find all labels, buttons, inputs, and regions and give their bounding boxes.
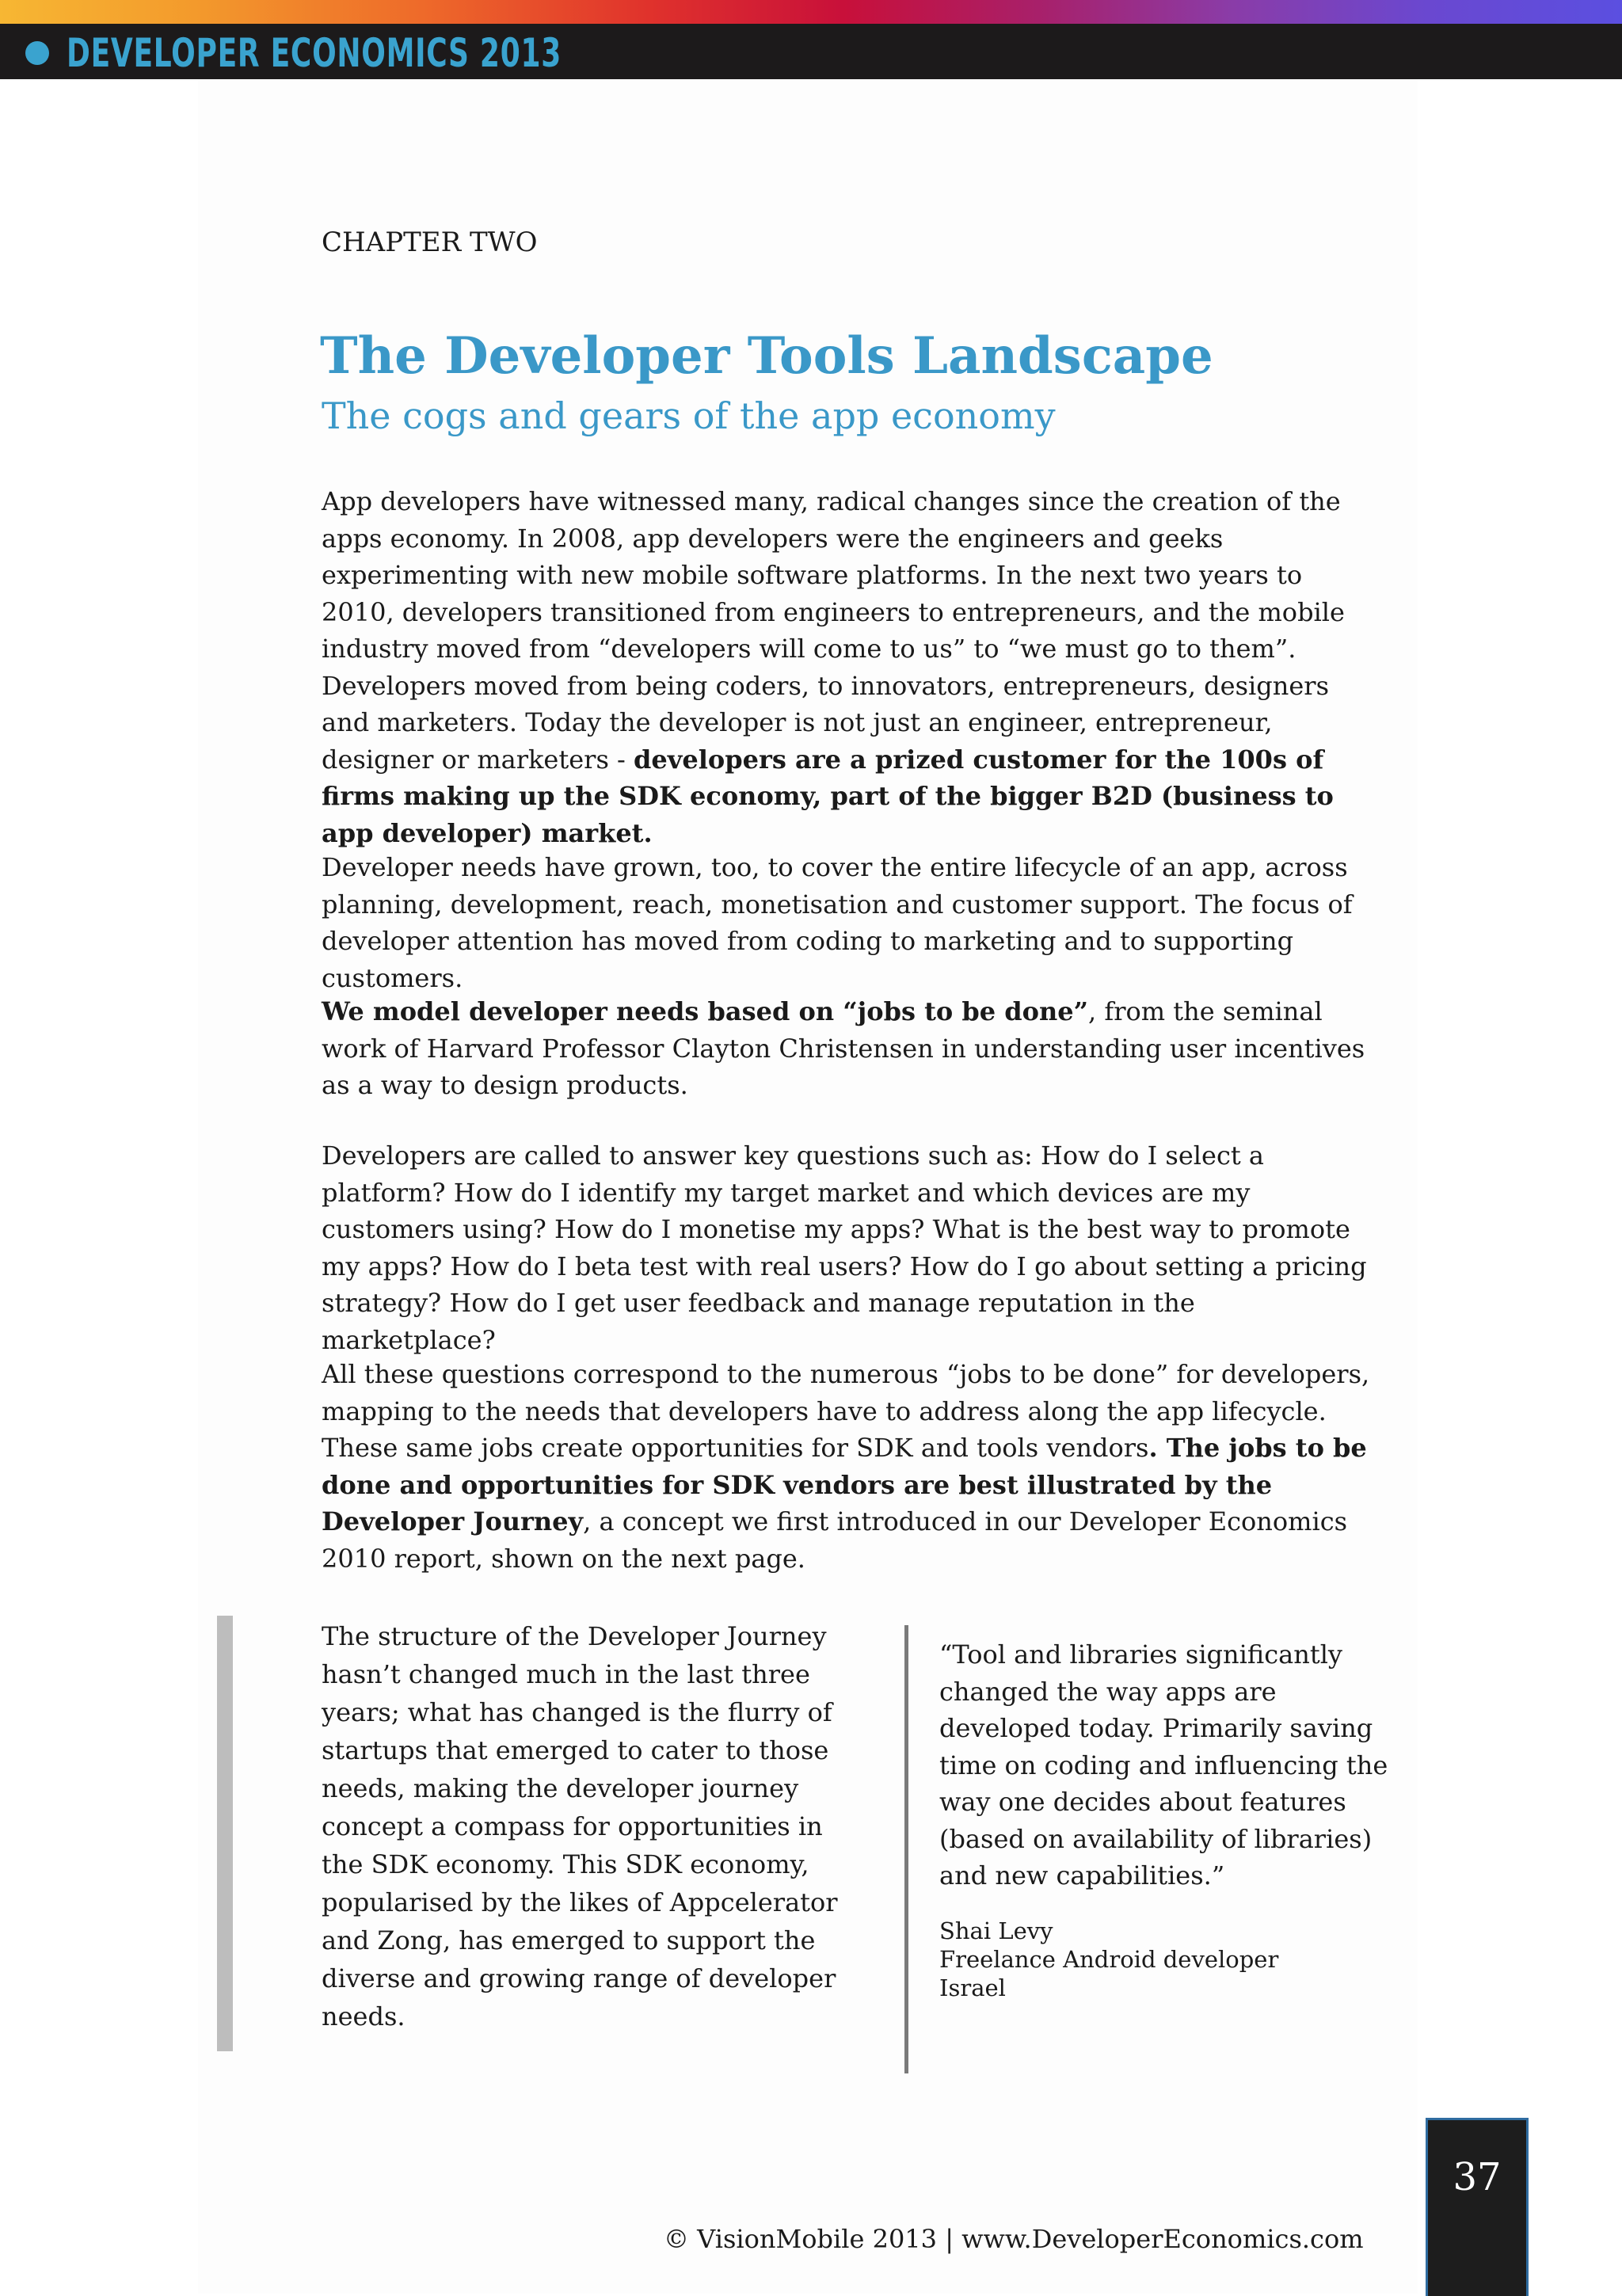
quote-divider <box>904 1625 908 2073</box>
paragraph-text-continued: , a concept we first introduced in our Developer Economics 2010 report, shown on the next page. <box>322 1506 1348 1574</box>
quote-attribution <box>939 1917 1399 2002</box>
banner-title: DEVELOPER ECONOMICS 2013 <box>67 30 562 76</box>
author-name: Shai Levy <box>939 1917 1053 1944</box>
paragraph-emphasis: We model developer needs based on “jobs to be done” <box>322 996 1088 1026</box>
paragraph-text: App developers have witnessed many, radical changes since the creation of the apps economy. In 2008, app developers were the engineers and geeks experimenting with new mobile software platforms. In the next two years to 2010, developers transitioned from engineers to entrepreneurs, and the mobile industry moved from “developers will come to us” to “we must go to them”. Developers moved from being coders, to innovators, entrepreneurs, designers and marketers. Today the developer is not just an engineer, entrepreneur, designer or marketers - <box>322 486 1345 775</box>
color-stripe <box>0 0 1622 24</box>
pull-quote <box>939 1636 1399 2002</box>
paragraph-journey <box>322 1356 1375 1577</box>
footer-copyright: © VisionMobile 2013 | www.DeveloperEconomics.com <box>664 2224 1364 2254</box>
paragraph-emphasis: developers are a prized customer for the 100s of firms making up the SDK economy, part of the bigger B2D (business to app developer) market. <box>322 744 1334 848</box>
quote-text: “Tool and libraries significantly changed the way apps are developed today. Primarily saving time on coding and influencing the way one decides about features (based on availability of libraries) and new capabilities.” <box>939 1639 1388 1890</box>
paragraph-text: All these questions correspond to the numerous “jobs to be done” for developers, mapping to the needs that developers have to address along the app lifecycle. These same jobs create opportunities for SDK and tools vendors <box>322 1359 1370 1463</box>
bullet-dot-icon <box>25 41 49 65</box>
paragraph-emphasis: . The jobs to be done and opportunities for SDK vendors are best illustrated by the Developer Journey <box>322 1433 1367 1536</box>
author-location: Israel <box>939 1974 1006 2001</box>
paragraph-needs: Developer needs have grown, too, to cover the entire lifecycle of an app, across planning, development, reach, monetisation and customer support. The focus of developer attention has moved from coding to marketing and to supporting customers. <box>322 852 1353 993</box>
top-banner <box>0 0 1622 79</box>
page-number-box <box>1426 2118 1529 2296</box>
page-subtitle: The cogs and gears of the app economy <box>322 394 1056 437</box>
banner-brand <box>25 30 754 76</box>
page-title: The Developer Tools Landscape <box>320 326 1213 386</box>
chapter-label: CHAPTER TWO <box>322 227 538 258</box>
sidebar-note: The structure of the Developer Journey hasn’t changed much in the last three years; what has changed is the flurry of startups that emerged to cater to those needs, making the developer journey concept a compass for opportunities in the SDK economy. This SDK economy, popularised by the likes of Appcelerator and Zong, has emerged to support the diverse and growing range of developer needs. <box>322 1621 838 2031</box>
sidebar-accent-bar <box>217 1616 233 2051</box>
author-role: Freelance Android developer <box>939 1945 1279 1973</box>
page-number: 37 <box>1453 2155 1502 2199</box>
paragraph-intro <box>322 483 1375 851</box>
paragraph-questions: Developers are called to answer key questions such as: How do I select a platform? How do I identify my target market and which devices are my customers using? How do I monetise my apps? What is the best way to promote my apps? How do I beta test with real users? How do I go about setting a pricing strategy? How do I get user feedback and manage reputation in the marketplace? <box>322 1140 1367 1355</box>
paragraph-text: , from the seminal work of Harvard Professor Clayton Christensen in understanding user incentives as a way to design products. <box>322 996 1365 1100</box>
paragraph-jobs-model <box>322 993 1375 1104</box>
